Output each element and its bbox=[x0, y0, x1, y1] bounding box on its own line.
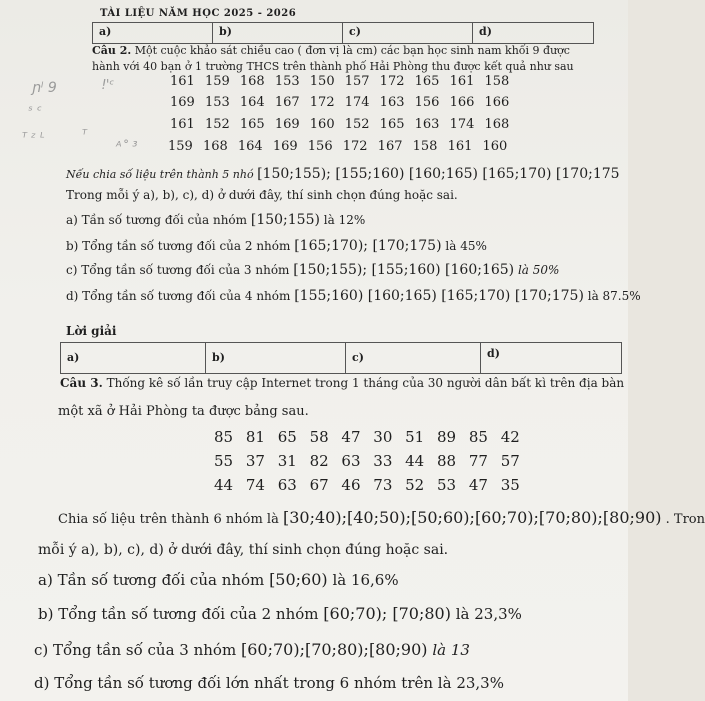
q2-data-row-1 bbox=[170, 74, 509, 89]
q3-option-d bbox=[34, 674, 504, 692]
answer-cell-c: c) bbox=[343, 23, 473, 43]
q2-line-1 bbox=[92, 44, 570, 57]
q2-text-1: Một cuộc khảo sát chiều cao ( đơn vị là cm) các bạn học sinh nam khối 9 được bbox=[134, 44, 570, 57]
q3-option-b-suffix: là 23,3% bbox=[455, 605, 522, 623]
q3-line-2: một xã ở Hải Phòng ta được bảng sau. bbox=[58, 404, 309, 419]
q3-option-a-suffix: là 16,6% bbox=[332, 571, 399, 589]
q2-intro bbox=[66, 166, 620, 182]
q3-option-a-prefix: a) Tần số tương đối của nhóm bbox=[38, 571, 265, 589]
answer-grid-top bbox=[92, 22, 594, 44]
q3-option-c-math: [60;70);[70;80);[80;90) bbox=[240, 640, 428, 659]
q2-option-d-math: [155;160) [160;165) [165;170) [170;175) bbox=[294, 288, 584, 304]
q3-option-c-suffix: là 13 bbox=[432, 641, 470, 659]
q3-intro bbox=[58, 508, 705, 527]
q3-label: Câu 3. bbox=[60, 376, 103, 390]
header-title: TÀI LIỆU NĂM HỌC 2025 - 2026 bbox=[100, 8, 297, 19]
answer-cell-d: d) bbox=[487, 347, 500, 360]
q2-intervals: [150;155); [155;160) [160;165) [165;170) [170;175 bbox=[257, 166, 620, 182]
q2-option-b-suffix: là 45% bbox=[445, 239, 487, 253]
q2-data-row-3 bbox=[170, 117, 509, 132]
q3-instruction: mỗi ý a), b), c), d) ở dưới đây, thí sinh chọn đúng hoặc sai. bbox=[38, 542, 449, 558]
q2-option-d-prefix: d) Tổng tần số tương đối của 4 nhóm bbox=[66, 289, 291, 303]
q3-data-row-2 bbox=[214, 452, 520, 470]
q3-intervals: [30;40);[40;50);[50;60);[60;70);[70;80);[80;90) bbox=[282, 508, 662, 527]
q2-option-b-math: [165;170); [170;175) bbox=[294, 238, 442, 254]
q2-data-row-2 bbox=[170, 95, 509, 110]
handwriting-mark-2: ǃ'ᶜ bbox=[102, 78, 115, 93]
q3-option-a-math: [50;60) bbox=[269, 570, 328, 589]
q3-line-1 bbox=[60, 376, 624, 390]
q2-row4: 159 168 164 169 156 172 167 158 161 160 bbox=[168, 139, 508, 154]
q2-label: Câu 2. bbox=[92, 44, 132, 57]
q2-instruction: Trong mỗi ý a), b), c), d) ở dưới đây, thí sinh chọn đúng hoặc sai. bbox=[66, 188, 458, 202]
answer-cell-b: b) bbox=[206, 343, 346, 373]
answer-cell-a: a) bbox=[93, 23, 213, 43]
q2-row3: 161 152 165 169 160 152 165 163 174 168 bbox=[170, 117, 510, 132]
q2-option-c-prefix: c) Tổng tần số tương đối của 3 nhóm bbox=[66, 263, 290, 277]
q2-option-d bbox=[66, 288, 641, 304]
q2-option-d-suffix: là 87.5% bbox=[587, 289, 641, 303]
q2-option-c-math: [150;155); [155;160) [160;165) bbox=[293, 262, 515, 278]
solution-heading: Lời giải bbox=[66, 324, 117, 338]
answer-cell-b: b) bbox=[213, 23, 343, 43]
q2-option-a-math: [150;155) bbox=[250, 212, 320, 228]
q2-option-b bbox=[66, 238, 487, 254]
handwriting-mark-5: ᵀ bbox=[82, 128, 88, 143]
q3-data-row-1 bbox=[214, 428, 520, 446]
q3-intro-text: Chia số liệu trên thành 6 nhóm là bbox=[58, 512, 279, 527]
q3-option-a bbox=[38, 570, 399, 589]
q3-text-1: Thống kê số lần truy cập Internet trong 1 tháng của 30 người dân bất kì trên địa bàn bbox=[106, 376, 625, 390]
q2-option-a bbox=[66, 212, 365, 228]
q2-option-c-suffix: là 50% bbox=[517, 263, 560, 277]
q3-option-d-prefix: d) Tổng tần số tương đối lớn nhất trong 6 nhóm trên là bbox=[34, 674, 452, 692]
handwriting-mark-6: ᴬ˚ ³ bbox=[116, 140, 138, 155]
q3-option-b bbox=[38, 604, 522, 623]
answer-cell-a: a) bbox=[61, 343, 206, 373]
answer-cell-d: d) bbox=[479, 25, 492, 38]
handwriting-mark-4: ᵀ ᶻ ᴸ bbox=[22, 131, 45, 146]
q2-option-a-suffix: là 12% bbox=[323, 213, 366, 227]
q3-option-c-prefix: c) Tổng tần số của 3 nhóm bbox=[34, 641, 237, 659]
handwriting-mark-1: ɲˡ 9 bbox=[32, 80, 57, 96]
q3-row2: 55 37 31 82 63 33 44 88 77 57 bbox=[214, 452, 520, 470]
q2-option-c bbox=[66, 262, 559, 278]
q3-option-b-prefix: b) Tổng tần số tương đối của 2 nhóm bbox=[38, 605, 319, 623]
q3-data-row-3 bbox=[214, 476, 520, 494]
q2-data-row-4 bbox=[168, 139, 507, 154]
q3-option-d-suffix: 23,3% bbox=[456, 674, 504, 692]
handwriting-mark-3: ˢ ᶜ bbox=[28, 104, 42, 119]
q3-option-b-math: [60;70); [70;80) bbox=[323, 604, 451, 623]
q3-row1: 85 81 65 58 47 30 51 89 85 42 bbox=[214, 428, 520, 446]
q2-row1: 161 159 168 153 150 157 172 165 161 158 bbox=[170, 74, 510, 89]
q3-option-c bbox=[34, 640, 470, 659]
q2-row2: 169 153 164 167 172 174 163 156 166 166 bbox=[170, 95, 510, 110]
q3-row3: 44 74 63 67 46 73 52 53 47 35 bbox=[214, 476, 520, 494]
answer-cell-c: c) bbox=[346, 343, 481, 373]
q3-intro-tail: . Tron bbox=[665, 512, 705, 527]
answer-grid-q2 bbox=[60, 342, 622, 374]
q2-line-2: hành với 40 bạn ở 1 trường THCS trên thành phố Hải Phòng thu được kết quả như sau bbox=[92, 60, 574, 73]
q2-option-b-prefix: b) Tổng tần số tương đối của 2 nhóm bbox=[66, 239, 291, 253]
q2-option-a-prefix: a) Tần số tương đối của nhóm bbox=[66, 213, 248, 227]
q2-intro-text: Nếu chia số liệu trên thành 5 nhó bbox=[66, 168, 254, 181]
